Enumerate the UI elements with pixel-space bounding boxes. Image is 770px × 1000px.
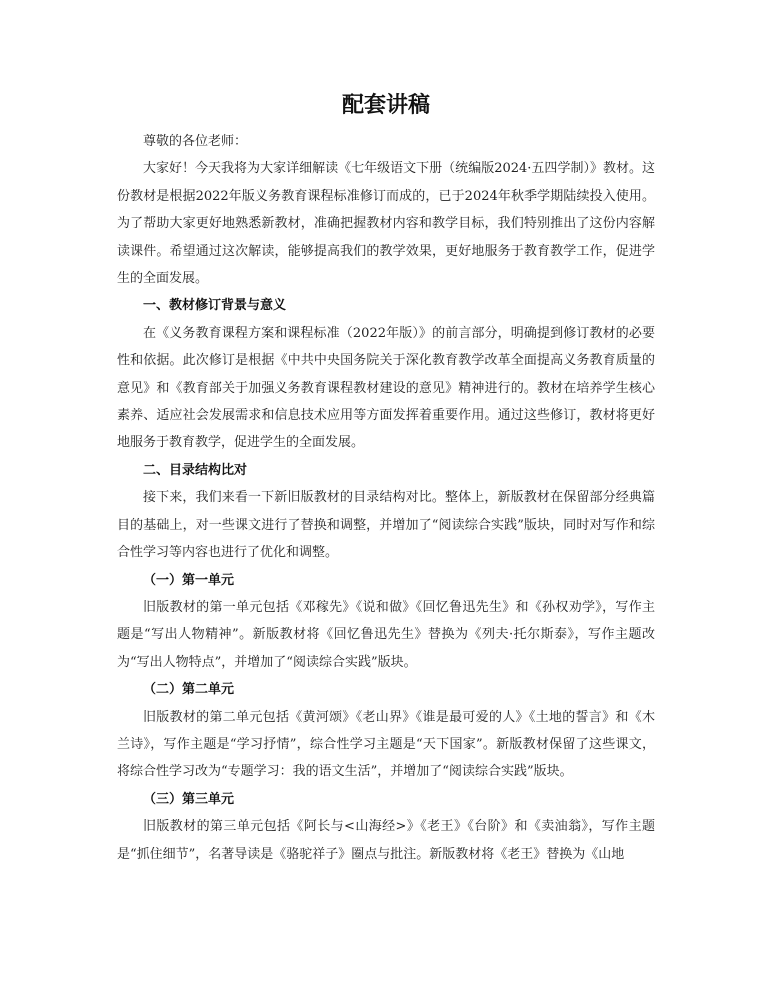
section-body-catalog: 接下来，我们来看一下新旧版教材的目录结构对比。整体上，新版教材在保留部分经典篇目的基础上，对一些课文进行了替换和调整，并增加了“阅读综合实践”版块，同时对写作和综合性学习等内容也进行了优化和调整。 — [117, 490, 655, 561]
unit-body-1: 旧版教材的第一单元包括《邓稼先》《说和做》《回忆鲁迅先生》和《孙权劝学》，写作主题是“写出人物精神”。新版教材将《回忆鲁迅先生》替换为《列夫·托尔斯泰》，写作主题改为“写出人物特点”，并增加了“阅读综合实践”版块。 — [117, 599, 655, 670]
section-heading-catalog: 二、目录结构比对 — [143, 462, 248, 478]
greeting: 尊敬的各位老师： — [143, 134, 248, 149]
document-page — [117, 90, 655, 868]
unit-body-3: 旧版教材的第三单元包括《阿长与<山海经>》《老王》《台阶》和《卖油翁》，写作主题是“抓住细节”，名著导读是《骆驼祥子》圈点与批注。新版教材将《老王》替换为《山地 — [117, 819, 655, 862]
intro-paragraph: 大家好！今天我将为大家详细解读《七年级语文下册（统编版2024·五四学制）》教材。这份教材是根据2022年版义务教育课程标准修订而成的，已于2024年秋季学期陆续投入使用。为了帮助大家更好地熟悉新教材，准确把握教材内容和教学目标，我们特别推出了这份内容解读课件。希望通过这次解读，能够提高我们的教学效果，更好地服务于教育教学工作，促进学生的全面发展。 — [117, 161, 655, 287]
unit-heading-1: （一）第一单元 — [143, 572, 235, 588]
unit-heading-2: （二）第二单元 — [143, 682, 235, 698]
section-heading-background: 一、教材修订背景与意义 — [143, 298, 287, 314]
document-title: 配套讲稿 — [341, 92, 430, 118]
unit-heading-3: （三）第三单元 — [143, 791, 235, 807]
section-body-background: 在《义务教育课程方案和课程标准（2022年版）》的前言部分，明确提到修订教材的必要性和依据。此次修订是根据《中共中央国务院关于深化教育教学改革全面提高义务教育质量的意见》和《教育部关于加强义务教育课程教材建设的意见》精神进行的。教材在培养学生核心素养、适应社会发展需求和信息技术应用等方面发挥着重要作用。通过这些修订，教材将更好地服务于教育教学，促进学生的全面发展。 — [117, 325, 655, 451]
unit-body-2: 旧版教材的第二单元包括《黄河颂》《老山界》《谁是最可爱的人》《土地的誓言》和《木兰诗》，写作主题是“学习抒情”，综合性学习主题是“天下国家”。新版教材保留了这些课文，将综合性学习改为“专题学习：我的语文生活”，并增加了“阅读综合实践”版块。 — [117, 709, 655, 780]
